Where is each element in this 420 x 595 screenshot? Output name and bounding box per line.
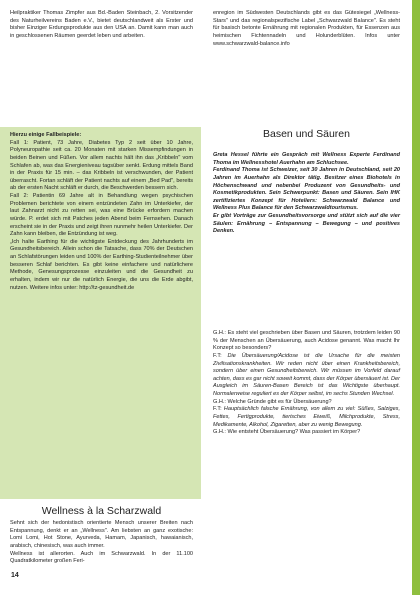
qa-text: Die Übersäuerung/Acidose ist die Ursache für die meisten Zivilisationskrankheiten. Wir reden nicht über einen Krankheitsbereich, sondern über einen Gesundheitsbereich. Wir müssen im Vorfeld darauf achten, dass es gar nicht soweit kommt, dass der Körper übersäuert ist. Der Ausgleich im Säuren-Basen Bereich ist das Wichtigste überhaupt. Normalerweise reguliert es der Körper selbst, im sechs Stunden Wechsel. [213,352,400,397]
qa-speaker: G.H.: [213,330,226,336]
wellness-text [10,520,193,566]
case-examples-content [10,132,193,292]
wellness-continuation [213,10,400,48]
wellness-paragraph-2: Wellness ist allerorten. Auch im Schwarzwald. In der 11.100 Quadratkilometer großen Feri- [10,550,193,565]
page-number: 14 [11,572,19,579]
qa-item [213,399,400,407]
qa-text: Welche Gründe gibt es für Übersäuerung? [227,398,332,405]
intro-text [10,10,193,41]
qa-item [213,406,400,429]
interview-qa [213,330,400,437]
qa-item [213,429,400,437]
qa-text: Wie entsteht Übersäuerung? Was passiert im Körper? [227,429,361,436]
case-paragraph-2: Fall 2: Patientin 69 Jahre alt in Behandlung wegen psychischen Problemen berichtete von einem entzündeten Zahn im Unterkiefer, der laut Zahnarzt nicht zu retten sei, was eine Brücke erfordern machen würde. P. erdet sich mit Patches jeden Abend beim Fernsehen. Danach erscheint sie in der Praxis und zeigt ihren nunmehr heilen Unterkiefer. Der Zahn kann bleiben, die Entzündung ist weg. [10,193,193,238]
qa-item [213,353,400,399]
wellness-heading: Wellness à la Scharzwald [41,505,162,517]
qa-speaker: G.H.: [213,398,226,405]
quote-paragraph: „Ich halte Earthing für die wichtigste Entdeckung des Jahrhunderts im Gesundheitsbereich. Allein schon die Tatsache, dass 70% der Deutschen an Schlafstörungen leiden und 100% der Earthing-Studienteilnehmer über besseren Schlaf berichten. Es gibt keine einfachere und natürlichere Methode, Genesungsprozesse einzuleiten und die Gesundheit zu erhalten, indem wir nur die natürlich Energie, die uns die Erde abgibt, nutzen. Weitere infos unter: http://tz-gesundheit.de [10,238,193,291]
wellness-paragraph-1: Sehnt sich der hedonistisch orientierte Mensch unserer Breiten nach Entspannung, denkt er an „Wellness". Am liebsten an ganz exotische: Lomi Lomi, Hot Stone, Ayurveda, Hamam, Japanisch, hawaianisch, arabisch, chinesisch, was auch immer. [10,520,193,549]
qa-speaker: G.H.: [213,429,226,436]
qa-speaker: F.T: [213,352,222,359]
case-paragraph-1: Fall 1: Patient, 73 Jahre, Diabetes Typ 2 seit über 10 Jahre, Polyneuropathie seit ca. 20 Monaten mit starken Missempfindungen in beiden Beinen und Füßen. Vor allem nachts hält ihn das „Kribbeln" vom Schlafen ab, was das Energieniveau tagsüber senkt. Erdung mittels Band in der Praxis für 15 min. – das Kribbeln ist verschwunden, der Patient überrascht. Fortan schläft der Patient nachts auf einem „Bed Pad", bereits ab der ersten Nacht schläft er durch, die Beschwerden bessern sich. [10,139,193,192]
interview-intro [213,152,400,236]
qa-item [213,330,400,353]
wellness-continuation-paragraph: enregion im Südwesten Deutschlands gibt es das Gütesiegel „Wellness-Stars" und das regionalspezifische Label „Schwarzwald Balance". Es steht für basisch betonte Ernährung mit regionalen Produkten, für Essenzen aus heimischen Fichtennadeln und Holunderblüten. Infos unter www.schwarzwald-balance.info [213,10,400,47]
qa-speaker: F.T: [213,406,222,413]
qa-text: Hauptsächlich falsche Ernährung, von allem zu viel: Süßes, Salziges, Fettes, Fertigprodukte, tierisches Eiweiß, Milchprodukte, Stress, Medikamente, Alkohol, Zigaretten, aber zu wenig Bewegung. [213,406,400,428]
interview-bio: Ferdinand Thoma ist Schweizer, seit 30 Jahren in Deutschland, seit 20 Jahren im Auerhahn als Direktor tätig. Besitzer eines Biohotels in Höchenschwand und nebenbei Produzent von Gesundheits- und Kosmetikprodukten. Sein Schwerpunkt: Basen und Säuren. Sein IHK zertifiziertes Konzept für Hoteliers: Schwarzwald Balance und Wellness Plus Balance für den Schwarzwaldtourismus. [213,167,400,212]
interview-outro: Er gibt Vorträge zur Gesundheitsvorsorge und stützt sich auf die vier Säulen: Ernährung – Entspannung – Bewegung – und positives Denken. [213,213,400,235]
green-edge-strip [412,0,420,595]
case-examples-heading: Hierzu einige Fallbeispiele: [10,132,82,138]
basen-heading: Basen und Säuren [263,128,350,140]
interview-intro-line: Greta Hessel führte ein Gespräch mit Wellness Experte Ferdinand Thoma im Wellnesshotel Auerhahn am Schluchsee. [213,152,400,166]
intro-paragraph: Heilpraktiker Thomas Zimpfer aus Bd.-Baden Steinbach, 2. Vorsitzender des Naturheilvereins Baden e.V., bietet deutschlandweit als Erster und bisher Einziger Erdungsprodukte aus den USA an. Damit kann man auch in geschlossenen Räumen geerdet leben und arbeiten. [10,10,193,39]
qa-text: Es steht viel geschrieben über Basen und Säuren, trotzdem leiden 90 % der Menschen an Übersäuerung, auch Acidose genannt. Was macht Ihr Konzept so besonders? [213,330,400,352]
